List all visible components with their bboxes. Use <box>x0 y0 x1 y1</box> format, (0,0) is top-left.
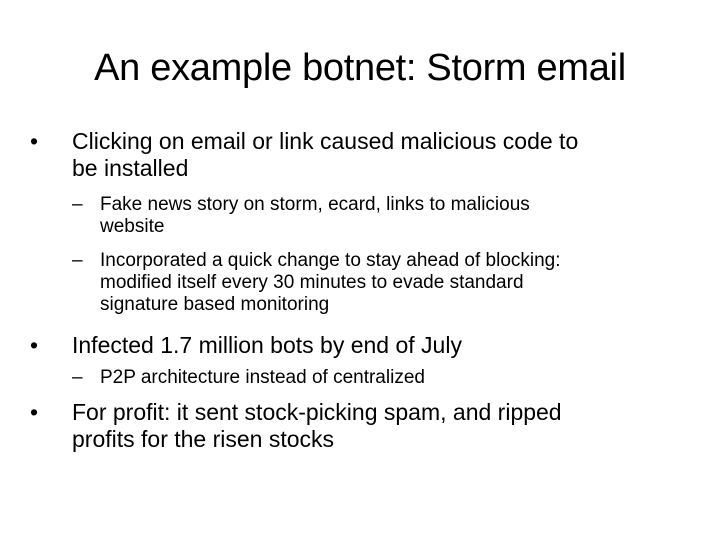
bullet-line: For profit: it sent stock-picking spam, and ripped <box>72 399 562 425</box>
sub-bullet-text <box>100 194 700 238</box>
sub-bullet-text <box>100 367 700 389</box>
sub-bullet-line: P2P architecture instead of centralized <box>100 367 425 388</box>
bullet-text <box>72 128 702 182</box>
bullet-text <box>72 332 702 359</box>
bullet-line: Clicking on email or link caused malicious code to <box>72 128 579 154</box>
sub-bullet-line: modified itself every 30 minutes to evade standard <box>100 272 524 293</box>
sub-bullet-marker: – <box>72 367 83 388</box>
sub-bullet-text <box>100 250 700 316</box>
sub-bullet-line: Fake news story on storm, ecard, links to malicious <box>100 194 530 215</box>
bullet-text <box>72 399 702 453</box>
sub-bullet-marker: – <box>72 250 83 271</box>
slide-title: An example botnet: Storm email <box>94 47 626 89</box>
sub-bullet-marker: – <box>72 194 83 215</box>
bullet-line: profits for the risen stocks <box>72 426 335 452</box>
bullet-marker: • <box>30 128 39 154</box>
bullet-marker: • <box>30 399 39 425</box>
sub-bullet-line: website <box>100 216 165 237</box>
sub-bullet-line: signature based monitoring <box>100 294 330 315</box>
bullet-line: Infected 1.7 million bots by end of July <box>72 332 462 358</box>
bullet-line: be installed <box>72 155 189 181</box>
bullet-marker: • <box>30 332 39 358</box>
sub-bullet-line: Incorporated a quick change to stay ahead of blocking: <box>100 250 561 271</box>
